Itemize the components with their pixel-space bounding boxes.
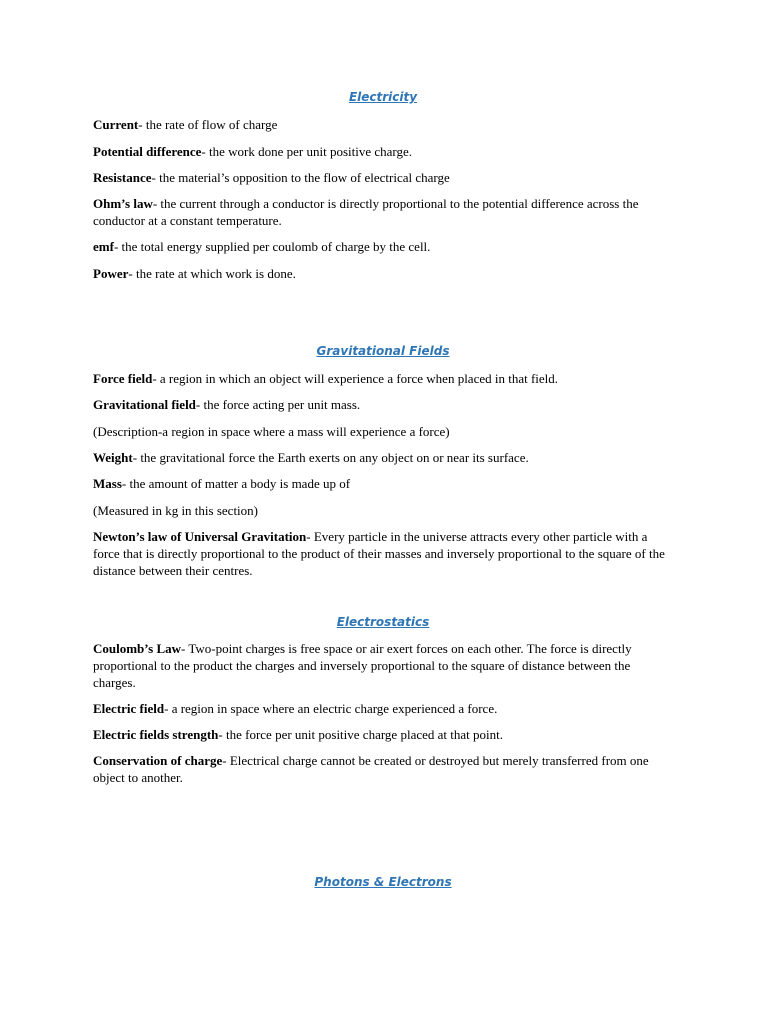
term-coulombs-law: Coulomb’s Law [93, 641, 182, 656]
text-mass: - the amount of matter a body is made up of [121, 476, 351, 491]
heading-gravitational-fields: Gravitational Fields [316, 344, 450, 358]
definition-emf [93, 238, 673, 255]
definition-potential-difference [93, 143, 673, 160]
term-current: Current [93, 117, 139, 132]
term-electric-field: Electric field [93, 701, 165, 716]
definition-conservation-of-charge [93, 752, 673, 786]
text-emf: - the total energy supplied per coulomb of charge by the cell. [113, 239, 431, 254]
note-gravitational-field-description [93, 423, 673, 440]
definition-coulombs-law [93, 640, 673, 691]
definition-resistance [93, 169, 673, 186]
text-force-field: - a region in which an object will experience a force when placed in that field. [152, 371, 559, 386]
text-electric-field-strength: - the force per unit positive charge placed at that point. [218, 727, 503, 742]
term-ohms-law: Ohm’s law [93, 196, 153, 211]
text-mass-units: (Measured in kg in this section) [93, 503, 258, 518]
term-conservation-of-charge: Conservation of charge [93, 753, 223, 768]
text-potential-difference: - the work done per unit positive charge. [201, 144, 413, 159]
definition-ohms-law [93, 195, 673, 229]
definition-weight [93, 449, 673, 466]
text-newtons-law: - Every particle in the universe attracts every other particle with a force that is directly proportional to the product of their masses and inversely proportional to the square of the distance between their centres. [93, 529, 665, 578]
definition-mass [93, 475, 673, 492]
term-electric-field-strength: Electric fields strength [93, 727, 219, 742]
text-weight: - the gravitational force the Earth exerts on any object on or near its surface. [132, 450, 529, 465]
text-gravitational-field-description: (Description-a region in space where a mass will experience a force) [93, 424, 450, 439]
definition-force-field [93, 370, 673, 387]
term-resistance: Resistance [93, 170, 152, 185]
term-gravitational-field: Gravitational field [93, 397, 196, 412]
definition-electric-field-strength [93, 726, 673, 743]
heading-electricity: Electricity [348, 90, 418, 104]
text-coulombs-law: - Two-point charges is free space or air exert forces on each other. The force is directly proportional to the product the charges and inversely proportional to the square of distance between the charges. [93, 641, 632, 690]
note-mass-units [93, 502, 673, 519]
term-mass: Mass [93, 476, 122, 491]
term-potential-difference: Potential difference [93, 144, 202, 159]
text-resistance: - the material’s opposition to the flow of electrical charge [151, 170, 450, 185]
heading-photons-electrons: Photons & Electrons [314, 875, 452, 889]
definition-power [93, 265, 673, 282]
text-ohms-law: - the current through a conductor is directly proportional to the potential difference across the conductor at a constant temperature. [93, 196, 639, 228]
text-current: - the rate of flow of charge [138, 117, 278, 132]
term-force-field: Force field [93, 371, 153, 386]
heading-electrostatics: Electrostatics [336, 615, 430, 629]
text-gravitational-field: - the force acting per unit mass. [195, 397, 361, 412]
definition-electric-field [93, 700, 673, 717]
term-emf: emf [93, 239, 114, 254]
definition-gravitational-field [93, 396, 673, 413]
term-power: Power [93, 266, 129, 281]
term-weight: Weight [93, 450, 133, 465]
text-conservation-of-charge: - Electrical charge cannot be created or destroyed but merely transferred from one object to another. [93, 753, 649, 785]
definition-current [93, 116, 673, 133]
text-electric-field: - a region in space where an electric charge experienced a force. [164, 701, 498, 716]
term-newtons-law: Newton’s law of Universal Gravitation [93, 529, 307, 544]
text-power: - the rate at which work is done. [128, 266, 296, 281]
definition-newtons-law [93, 528, 673, 579]
